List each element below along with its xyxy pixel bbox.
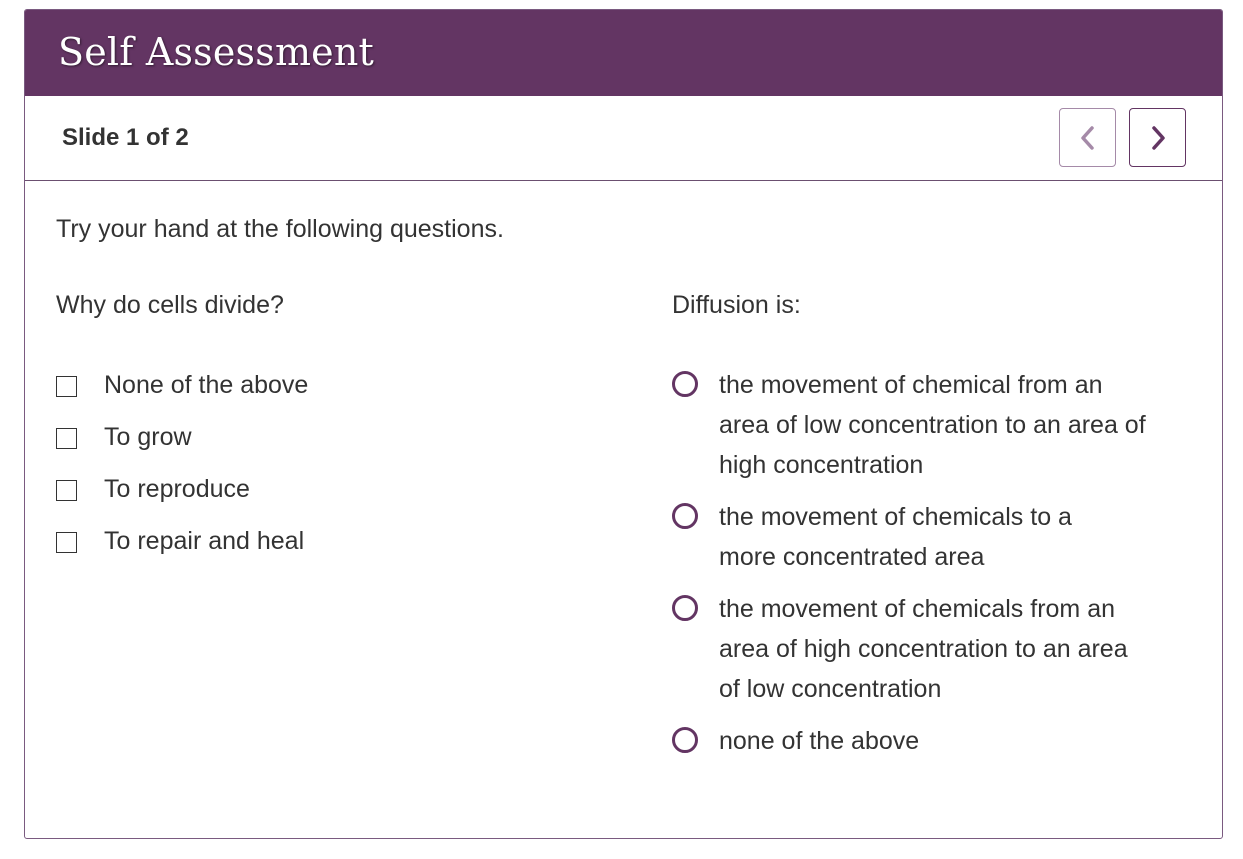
intro-text: Try your hand at the following questions. (56, 215, 504, 243)
slide-counter: Slide 1 of 2 (62, 124, 189, 151)
checkbox-label: To grow (104, 423, 192, 451)
checkbox-to-reproduce[interactable] (56, 480, 77, 501)
question-2-prompt: Diffusion is: (672, 291, 801, 319)
slide-content (25, 181, 1222, 839)
slide-navigation-bar (25, 96, 1222, 181)
checkbox-label: None of the above (104, 371, 309, 399)
checkbox-label: To reproduce (104, 475, 250, 503)
radio-option-2[interactable] (672, 503, 698, 529)
radio-label: the movement of chemicals from an area of high concentration to an area of low concentration (719, 595, 1128, 703)
radio-option-3[interactable] (672, 595, 698, 621)
checkbox-to-grow[interactable] (56, 428, 77, 449)
next-slide-button[interactable] (1129, 108, 1186, 167)
question-1-prompt: Why do cells divide? (56, 291, 284, 319)
chevron-right-icon (1150, 125, 1166, 151)
radio-option-1[interactable] (672, 371, 698, 397)
radio-label: the movement of chemicals to a more concentrated area (719, 503, 1072, 571)
checkbox-none-of-the-above[interactable] (56, 376, 77, 397)
card-title: Self Assessment (58, 30, 375, 74)
checkbox-to-repair-and-heal[interactable] (56, 532, 77, 553)
previous-slide-button[interactable] (1059, 108, 1116, 167)
radio-option-4[interactable] (672, 727, 698, 753)
checkbox-label: To repair and heal (104, 527, 305, 555)
radio-label: none of the above (719, 727, 920, 755)
self-assessment-card (24, 9, 1223, 839)
card-header (25, 10, 1222, 96)
radio-label: the movement of chemical from an area of low concentration to an area of high concentration (719, 371, 1146, 479)
chevron-left-icon (1080, 125, 1096, 151)
